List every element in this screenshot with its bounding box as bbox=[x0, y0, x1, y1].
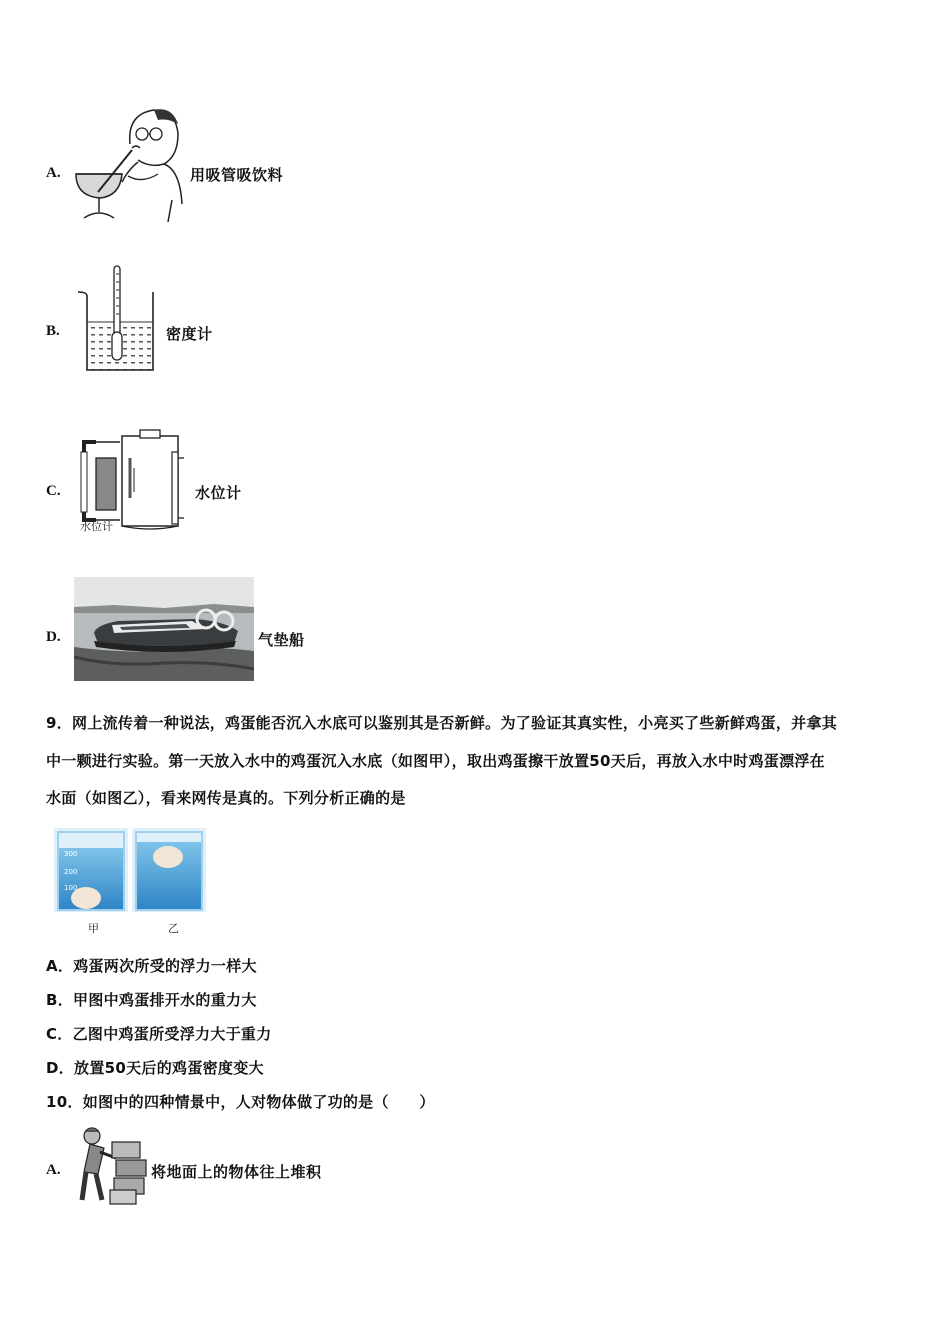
option-b-label: B. bbox=[46, 323, 60, 339]
beaker-mark-300: 300 bbox=[64, 850, 78, 858]
q9-stem-line-2: 中一颗进行实验。第一天放入水中的鸡蛋沉入水底（如图甲），取出鸡蛋擦干放置50天后，再放入水中时鸡蛋漂浮在 bbox=[46, 752, 825, 770]
q9-stem-line-3: 水面（如图乙），看来网传是真的。下列分析正确的是 bbox=[46, 789, 406, 807]
q9-option-d: D．放置50天后的鸡蛋密度变大 bbox=[46, 1059, 264, 1077]
q10-option-a-caption: 将地面上的物体往上堆积 bbox=[151, 1163, 322, 1181]
egg-beaker-figure bbox=[54, 828, 206, 914]
beaker-mark-200: 200 bbox=[64, 868, 78, 876]
option-c-caption: 水位计 bbox=[195, 484, 242, 502]
figure-label-yi: 乙 bbox=[168, 922, 179, 935]
q10-option-a-label: A. bbox=[46, 1162, 61, 1178]
q9-stem-line-1: 9．网上流传着一种说法，鸡蛋能否沉入水底可以鉴别其是否新鲜。为了验证其真实性，小亮买了些新鲜鸡蛋，并拿其 bbox=[46, 714, 838, 732]
hovercraft-photo bbox=[74, 577, 254, 681]
option-b-caption: 密度计 bbox=[166, 325, 213, 343]
option-a-label: A. bbox=[46, 165, 61, 181]
q9-option-b: B．甲图中鸡蛋排开水的重力大 bbox=[46, 991, 257, 1009]
q9-option-a: A．鸡蛋两次所受的浮力一样大 bbox=[46, 957, 257, 975]
q9-option-c: C．乙图中鸡蛋所受浮力大于重力 bbox=[46, 1025, 272, 1043]
straw-drinking-figure bbox=[72, 104, 187, 222]
water-level-gauge-label: 水位计 bbox=[80, 520, 113, 533]
option-d-caption: 气垫船 bbox=[258, 631, 305, 649]
option-c-label: C. bbox=[46, 483, 61, 499]
option-d-label: D. bbox=[46, 629, 61, 645]
stacking-boxes-figure bbox=[76, 1124, 148, 1208]
option-a-caption: 用吸管吸饮料 bbox=[190, 166, 284, 184]
hydrometer-figure bbox=[74, 262, 158, 374]
figure-label-jia: 甲 bbox=[88, 922, 99, 935]
q10-stem: 10．如图中的四种情景中，人对物体做了功的是（ ） bbox=[46, 1093, 435, 1111]
water-level-gauge-figure bbox=[76, 428, 188, 536]
beaker-mark-100: 100 bbox=[64, 884, 78, 892]
